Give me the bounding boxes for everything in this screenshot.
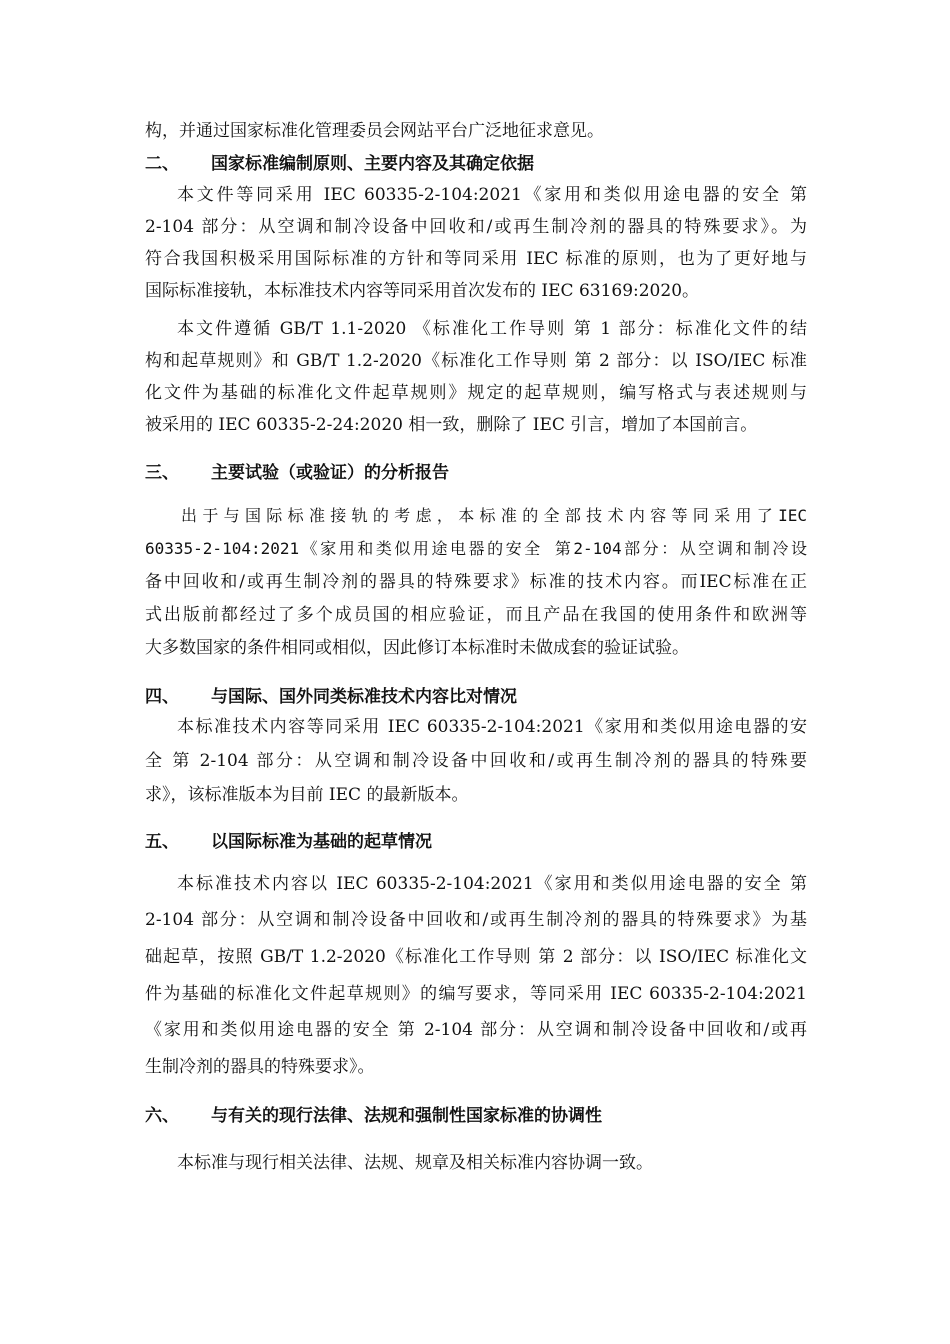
paragraph-line: 求》，该标准版本为目前 IEC 的最新版本。: [145, 785, 469, 805]
paragraph-line: 本标准技术内容等同采用 IEC 60335-2-104:2021《家用和类似用途电器的安: [177, 717, 807, 737]
section-heading-6: [145, 1105, 602, 1127]
section-title: 以国际标准为基础的起草情况: [211, 832, 432, 852]
paragraph-line: 生制冷剂的器具的特殊要求》。: [145, 1057, 375, 1077]
paragraph-line: 本文件遵循 GB/T 1.1-2020 《标准化工作导则 第 1 部分：标准化文件的结: [177, 319, 807, 339]
section-number: 三、: [145, 463, 179, 483]
paragraph-line: 符合我国积极采用国际标准的方针和等同采用 IEC 标准的原则，也为了更好地与: [145, 249, 807, 269]
section-number: 二、: [145, 154, 179, 174]
paragraph-line: 被采用的 IEC 60335-2-24:2020 相一致，删除了 IEC 引言，增加了本国前言。: [145, 415, 758, 435]
paragraph-line: 本标准与现行相关法律、法规、规章及相关标准内容协调一致。: [177, 1153, 653, 1173]
paragraph-line: 础起草，按照 GB/T 1.2-2020《标准化工作导则 第 2 部分：以 ISO/IEC 标准化文: [145, 947, 807, 967]
paragraph-line: 《家用和类似用途电器的安全 第 2-104 部分：从空调和制冷设备中回收和/或再: [145, 1020, 807, 1040]
paragraph-line: 化文件为基础的标准化文件起草规则》规定的起草规则，编写格式与表述规则与: [145, 383, 807, 403]
section-title: 与有关的现行法律、法规和强制性国家标准的协调性: [211, 1106, 602, 1126]
section-title: 主要试验（或验证）的分析报告: [211, 463, 449, 483]
paragraph-line: 2-104 部分：从空调和制冷设备中回收和/或再生制冷剂的器具的特殊要求》。为: [145, 217, 807, 237]
paragraph-line: 构和起草规则》和 GB/T 1.2-2020《标准化工作导则 第 2 部分：以 ISO/IEC 标准: [145, 351, 807, 371]
paragraph-line: 大多数国家的条件相同或相似，因此修订本标准时未做成套的验证试验。: [145, 638, 689, 658]
section-title: 与国际、国外同类标准技术内容比对情况: [211, 687, 517, 707]
paragraph-line: 构，并通过国家标准化管理委员会网站平台广泛地征求意见。: [145, 121, 604, 141]
section-title: 国家标准编制原则、主要内容及其确定依据: [211, 154, 534, 174]
section-number: 四、: [145, 687, 179, 707]
paragraph-line: 本标准技术内容以 IEC 60335-2-104:2021《家用和类似用途电器的安全 第: [177, 874, 807, 894]
paragraph-line: 备中回收和/或再生制冷剂的器具的特殊要求》标准的技术内容。而IEC标准在正: [145, 572, 807, 592]
paragraph-line: 全 第 2-104 部分：从空调和制冷设备中回收和/或再生制冷剂的器具的特殊要: [145, 751, 807, 771]
section-heading-4: [145, 686, 517, 708]
paragraph-line: 本文件等同采用 IEC 60335-2-104:2021《家用和类似用途电器的安全 第: [177, 185, 807, 205]
section-heading-2: [145, 153, 534, 175]
paragraph-line: 式出版前都经过了多个成员国的相应验证，而且产品在我国的使用条件和欧洲等: [145, 605, 807, 625]
section-heading-5: [145, 831, 432, 853]
paragraph-line: 出于与国际标准接轨的考虑，本标准的全部技术内容等同采用了IEC: [181, 506, 807, 525]
paragraph-line: 件为基础的标准化文件起草规则》的编写要求，等同采用 IEC 60335-2-104:2021: [145, 984, 807, 1004]
paragraph-line: 国际标准接轨，本标准技术内容等同采用首次发布的 IEC 63169:2020。: [145, 281, 700, 301]
section-number: 五、: [145, 832, 179, 852]
paragraph-line: 60335-2-104:2021《家用和类似用途电器的安全 第2-104部分：从空调和制冷设: [145, 539, 807, 558]
section-heading-3: [145, 462, 449, 484]
section-number: 六、: [145, 1106, 179, 1126]
paragraph-line: 2-104 部分：从空调和制冷设备中回收和/或再生制冷剂的器具的特殊要求》为基: [145, 910, 807, 930]
